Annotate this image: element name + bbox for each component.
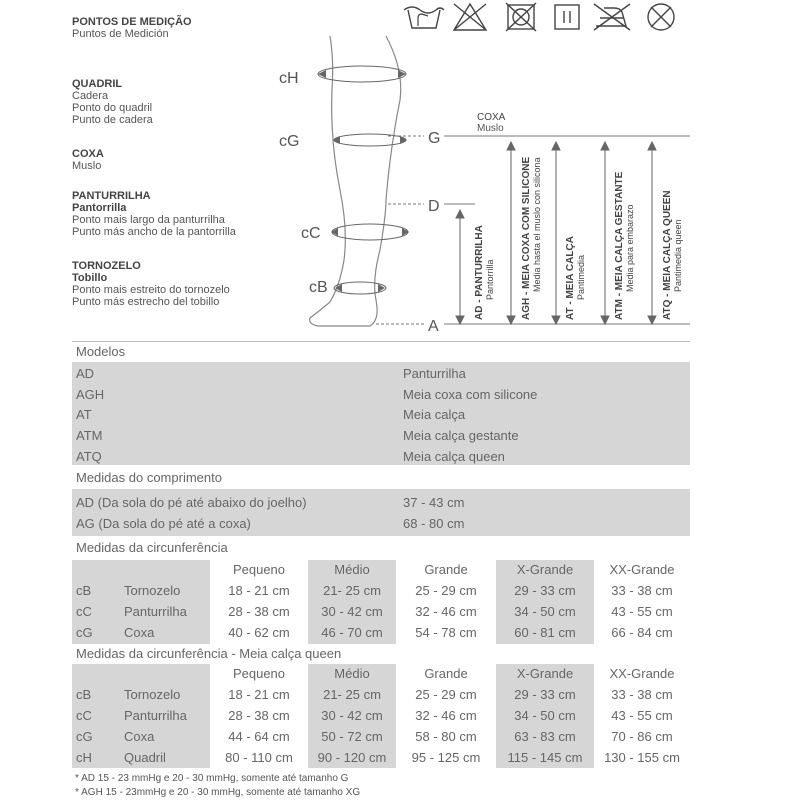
label-ch: cH bbox=[279, 70, 299, 87]
point-line: Punto más ancho de la pantorrilla bbox=[72, 226, 236, 238]
table-row bbox=[72, 405, 690, 426]
cell: 90 - 120 cm bbox=[317, 750, 387, 765]
cell: 34 - 50 cm bbox=[514, 604, 576, 619]
vlabel-atm-sub: Media para embarazo bbox=[625, 204, 635, 292]
ellipse-ch bbox=[318, 66, 406, 82]
no-bleach-icon bbox=[454, 4, 486, 30]
row-name: Quadril bbox=[124, 750, 166, 765]
cell: 25 - 29 cm bbox=[415, 687, 477, 702]
point-title: PANTURRILHA bbox=[72, 190, 151, 202]
care-icons bbox=[404, 3, 674, 31]
point-line: Punto de cadera bbox=[72, 114, 153, 126]
length-value: 68 - 80 cm bbox=[403, 516, 465, 531]
ellipse-cc bbox=[332, 224, 408, 240]
cell: 33 - 38 cm bbox=[611, 687, 673, 702]
length-value: 37 - 43 cm bbox=[403, 495, 465, 510]
vlabel-at: AT - MEIA CALÇA bbox=[565, 236, 576, 320]
label-cb: cB bbox=[309, 279, 328, 296]
model-name: Meia coxa com silicone bbox=[403, 387, 538, 402]
row-name: Panturrilha bbox=[124, 708, 187, 723]
hand-wash-icon bbox=[404, 7, 444, 28]
no-dry-clean-icon bbox=[648, 4, 674, 30]
label-g: G bbox=[428, 130, 441, 147]
cell: 44 - 64 cm bbox=[228, 729, 290, 744]
circumference-table bbox=[72, 560, 690, 644]
circ2-heading-row bbox=[72, 644, 690, 665]
size-header: Grande bbox=[424, 666, 468, 681]
size-header: XX-Grande bbox=[609, 666, 675, 681]
row-code: cH bbox=[76, 750, 92, 765]
cell: 18 - 21 cm bbox=[228, 687, 290, 702]
page-subtitle: Puntos de Medición bbox=[72, 28, 169, 40]
cell: 30 - 42 cm bbox=[321, 708, 383, 723]
cell: 130 - 155 cm bbox=[604, 750, 680, 765]
size-header: X-Grande bbox=[516, 562, 574, 577]
circumference-queen-table bbox=[72, 664, 690, 768]
row-name: Coxa bbox=[124, 625, 155, 640]
size-header: Médio bbox=[334, 666, 370, 681]
cell: 40 - 62 cm bbox=[228, 625, 290, 640]
cell: 32 - 46 cm bbox=[415, 708, 477, 723]
point-title: TORNOZELO bbox=[72, 260, 141, 272]
point-title: COXA bbox=[72, 148, 104, 160]
cell: 29 - 33 cm bbox=[514, 583, 576, 598]
cell: 70 - 86 cm bbox=[611, 729, 673, 744]
cell: 63 - 83 cm bbox=[514, 729, 576, 744]
point-line: Ponto mais estreito do tornozelo bbox=[72, 284, 230, 296]
row-code: cG bbox=[76, 729, 93, 744]
row-code: cB bbox=[76, 583, 92, 598]
model-code: AT bbox=[76, 407, 92, 422]
row-name: Panturrilha bbox=[124, 604, 187, 619]
cell: 21- 25 cm bbox=[323, 687, 381, 702]
cell: 58 - 80 cm bbox=[415, 729, 477, 744]
point-line: Cadera bbox=[72, 90, 109, 102]
table-row bbox=[72, 447, 690, 468]
cell: 115 - 145 cm bbox=[507, 750, 583, 765]
table-row bbox=[72, 514, 690, 535]
cell: 25 - 29 cm bbox=[415, 583, 477, 598]
size-header: X-Grande bbox=[516, 666, 574, 681]
cell: 18 - 21 cm bbox=[228, 583, 290, 598]
cell: 30 - 42 cm bbox=[321, 604, 383, 619]
row-code: cG bbox=[76, 625, 93, 640]
row-code: cC bbox=[76, 708, 92, 723]
row-code: cB bbox=[76, 687, 92, 702]
model-name: Panturrilha bbox=[403, 366, 466, 381]
label-d: D bbox=[428, 198, 440, 215]
models-heading: Modelos bbox=[76, 344, 126, 359]
cell: 43 - 55 cm bbox=[611, 604, 673, 619]
row-name: Coxa bbox=[124, 729, 155, 744]
row-code: cC bbox=[76, 604, 92, 619]
table-row bbox=[72, 364, 690, 385]
cell: 46 - 70 cm bbox=[321, 625, 383, 640]
muslo-label: Muslo bbox=[477, 123, 504, 134]
point-title: QUADRIL bbox=[72, 78, 123, 90]
vlabel-at-sub: Pantimedia bbox=[576, 254, 586, 300]
cell: 95 - 125 cm bbox=[411, 750, 481, 765]
circ-labels bbox=[279, 70, 328, 296]
leg-diagram bbox=[0, 0, 800, 335]
circ1-heading: Medidas da circunferência bbox=[76, 540, 228, 555]
size-header: Grande bbox=[424, 562, 468, 577]
footnote: * AGH 15 - 23mmHg e 20 - 30 mmHg, somente até tamanho XG bbox=[75, 787, 361, 798]
model-name: Meia calça gestante bbox=[403, 428, 519, 443]
row-name: Tornozelo bbox=[124, 687, 181, 702]
cell: 21- 25 cm bbox=[323, 583, 381, 598]
cell: 28 - 38 cm bbox=[228, 604, 290, 619]
cell: 43 - 55 cm bbox=[611, 708, 673, 723]
no-iron-icon bbox=[594, 4, 630, 30]
vlabel-atm: ATM - MEIA CALÇA GESTANTE bbox=[614, 171, 625, 320]
cell: 29 - 33 cm bbox=[514, 687, 576, 702]
point-line: Ponto mais largo da panturrilha bbox=[72, 214, 225, 226]
height-labels bbox=[428, 130, 440, 335]
cell: 60 - 81 cm bbox=[514, 625, 576, 640]
model-code: ATQ bbox=[76, 449, 102, 464]
point-line: Punto más estrecho del tobillo bbox=[72, 296, 220, 308]
footnote: * AD 15 - 23 mmHg e 20 - 30 mmHg, somente até tamanho G bbox=[75, 773, 349, 784]
vlabel-agh: AGH - MEIA COXA COM SILICONE bbox=[521, 156, 532, 320]
length-heading: Medidas do comprimento bbox=[76, 470, 222, 485]
cell: 66 - 84 cm bbox=[611, 625, 673, 640]
table-row bbox=[72, 385, 690, 406]
coxa-label: COXA bbox=[477, 112, 506, 123]
size-header: Médio bbox=[334, 562, 370, 577]
label-cg: cG bbox=[279, 133, 300, 150]
models-heading-row bbox=[72, 342, 690, 363]
size-header: XX-Grande bbox=[609, 562, 675, 577]
vlabel-atq: ATQ - MEIA CALÇA QUEEN bbox=[662, 190, 673, 320]
table-row bbox=[72, 493, 690, 514]
size-header: Pequeno bbox=[232, 562, 286, 577]
length-label: AG (Da sola do pé até a coxa) bbox=[76, 516, 251, 531]
size-header: Pequeno bbox=[232, 666, 286, 681]
cell: 32 - 46 cm bbox=[415, 604, 477, 619]
circ1-heading-row bbox=[72, 538, 690, 559]
model-code: ATM bbox=[76, 428, 103, 443]
model-name: Meia calça queen bbox=[403, 449, 505, 464]
model-code: AGH bbox=[76, 387, 105, 402]
length-label: AD (Da sola do pé até abaixo do joelho) bbox=[76, 495, 307, 510]
line-dry-icon bbox=[555, 5, 579, 29]
point-subtitle: Tobillo bbox=[72, 272, 108, 284]
vlabel-agh-sub: Media hasta el muslo con silicona bbox=[532, 157, 542, 292]
cell: 33 - 38 cm bbox=[611, 583, 673, 598]
label-a: A bbox=[428, 318, 439, 335]
cell: 80 - 110 cm bbox=[225, 750, 293, 765]
model-code: AD bbox=[76, 366, 95, 381]
length-heading-row bbox=[72, 468, 690, 489]
vlabel-ad-sub: Pantorrilla bbox=[485, 259, 495, 300]
cell: 54 - 78 cm bbox=[415, 625, 477, 640]
model-name: Meia calça bbox=[403, 407, 466, 422]
point-subtitle: Pantorrilla bbox=[72, 202, 127, 214]
cell: 50 - 72 cm bbox=[321, 729, 383, 744]
cell: 34 - 50 cm bbox=[514, 708, 576, 723]
vlabel-atq-sub: Pantimedia queen bbox=[673, 219, 683, 292]
table-row bbox=[72, 426, 690, 447]
cell: 28 - 38 cm bbox=[228, 708, 290, 723]
row-name: Tornozelo bbox=[124, 583, 181, 598]
no-tumble-dry-icon bbox=[506, 3, 536, 31]
circ2-heading: Medidas da circunferência - Meia calça queen bbox=[76, 646, 342, 661]
point-line: Ponto do quadril bbox=[72, 102, 153, 114]
vlabel-ad: AD - PANTURRILHA bbox=[474, 225, 485, 320]
label-cc: cC bbox=[301, 225, 321, 242]
page-title: PONTOS DE MEDIÇÃO bbox=[72, 16, 192, 28]
point-line: Muslo bbox=[72, 160, 102, 172]
